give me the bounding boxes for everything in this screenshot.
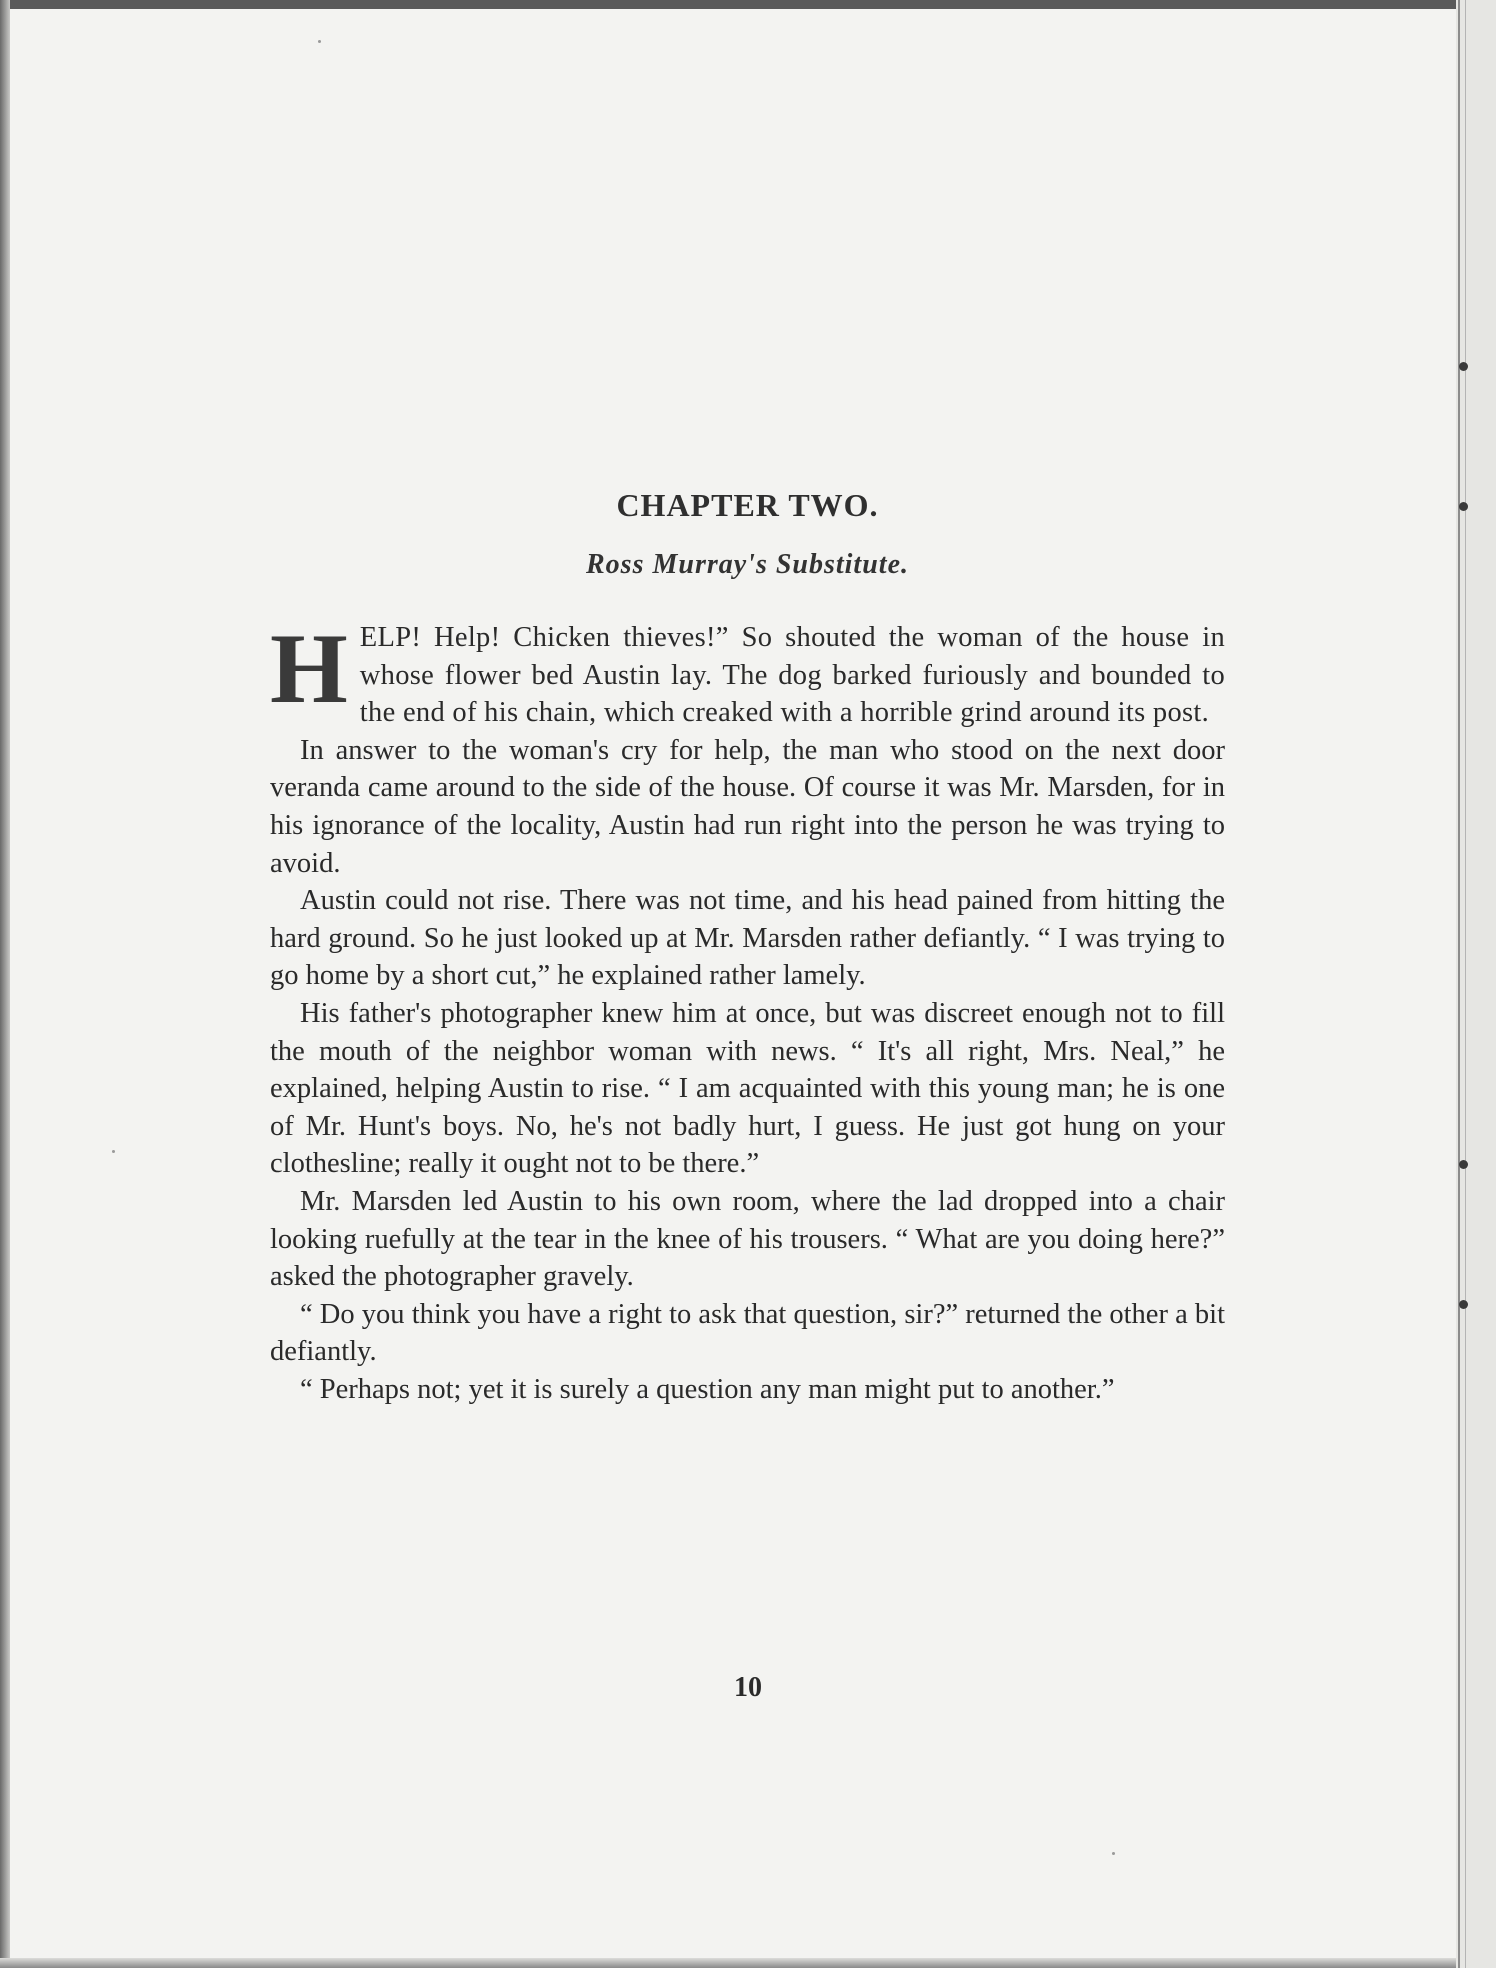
page-bottom-edge: [0, 1958, 1496, 1968]
chapter-subtitle: Ross Murray's Substitute.: [586, 549, 909, 580]
chapter-text-block: [270, 475, 1225, 1408]
binding-stitch: [1459, 1160, 1468, 1169]
binding-stitch: [1459, 1300, 1468, 1309]
paper-speck: [112, 1150, 115, 1153]
page-top-edge: [0, 0, 1460, 9]
chapter-body: [270, 613, 1225, 1408]
page-number: 10: [734, 1672, 762, 1703]
paper-speck: [318, 40, 321, 43]
drop-cap-letter: H: [270, 613, 348, 724]
paragraph-1: [270, 613, 1225, 732]
paragraph-4: His father's photographer knew him at once, but was discreet enough not to fill the mouth of the neighbor woman with news. “ It's all right, Mrs. Neal,” he explained, helping Austin to rise. “ I am acquainted with this young man; he is one of Mr. Hunt's boys. No, he's not badly hurt, I guess. He just got hung on your clothesline; really it ought not to be there.”: [270, 997, 1225, 1180]
paragraph-2: In answer to the woman's cry for help, the man who stood on the next door veranda came around to the side of the house. Of course it was Mr. Marsden, for in his ignorance of the locality, Austin had run right into the person he was trying to avoid.: [270, 734, 1225, 879]
paragraph-7: “ Perhaps not; yet it is surely a question any man might put to another.”: [300, 1373, 1115, 1405]
paper-speck: [1112, 1852, 1115, 1855]
paragraph-6: “ Do you think you have a right to ask that question, sir?” returned the other a bit defiantly.: [270, 1298, 1225, 1368]
paragraph-1-text: ELP! Help! Chicken thieves!” So shouted the woman of the house in whose flower bed Austin lay. The dog barked furiously and bounded to the end of his chain, which creaked with a horrible grind around its post.: [359, 622, 1225, 729]
paragraph-5: Mr. Marsden led Austin to his own room, where the lad dropped into a chair looking ruefully at the tear in the knee of his trousers. “ What are you doing here?” asked the photographer gravely.: [270, 1185, 1225, 1293]
paragraph-3: Austin could not rise. There was not time, and his head pained from hitting the hard ground. So he just looked up at Mr. Marsden rather defiantly. “ I was trying to go home by a short cut,” he explained rather lamely.: [270, 885, 1225, 992]
binding-stitch: [1459, 362, 1468, 371]
binding-stitch: [1459, 502, 1468, 511]
chapter-title: CHAPTER TWO.: [616, 487, 879, 523]
